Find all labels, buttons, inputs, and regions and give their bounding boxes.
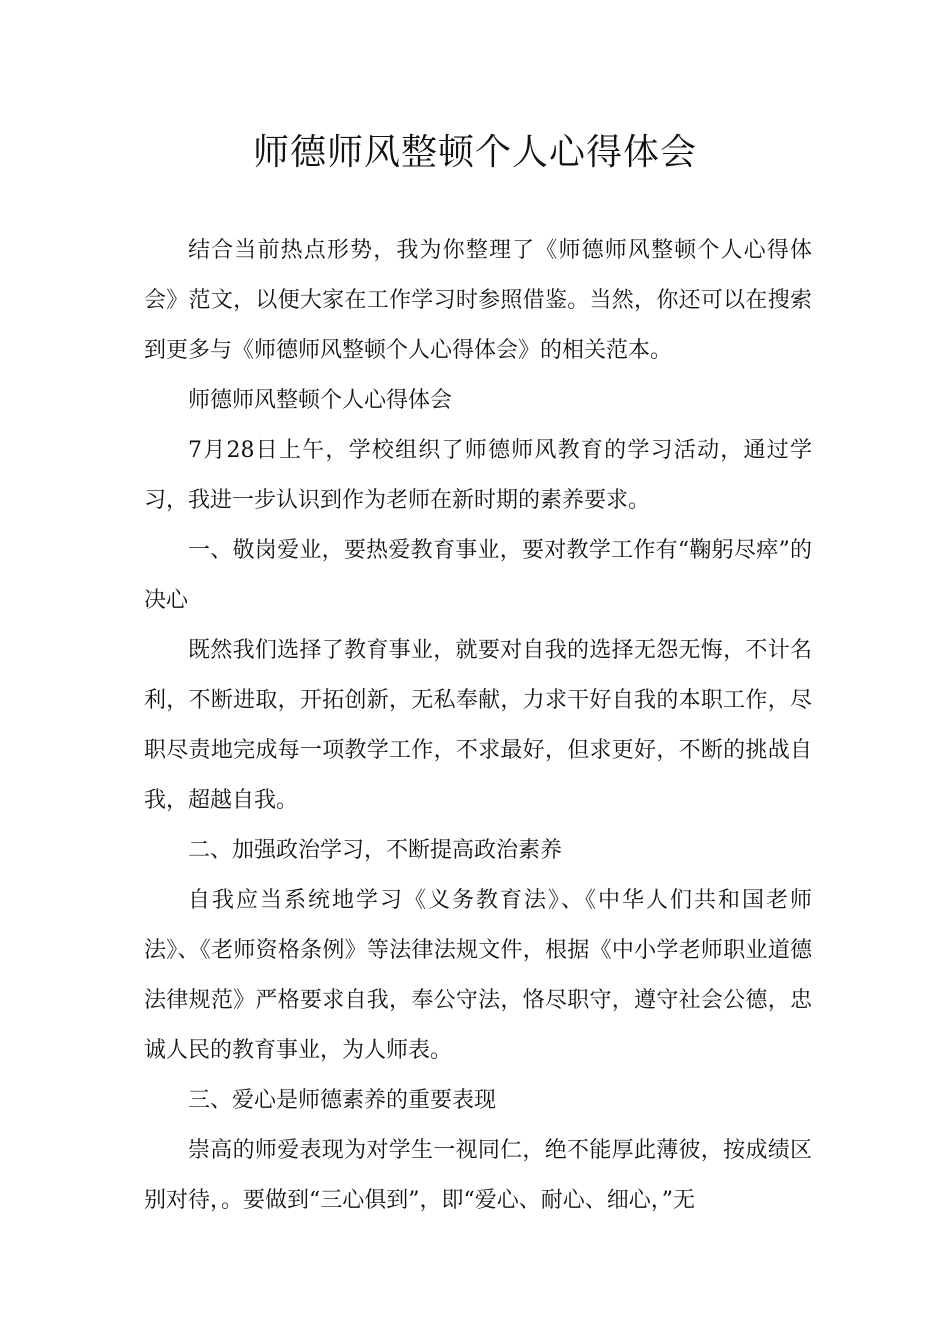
body-paragraph: 既然我们选择了教育事业，就要对自我的选择无怨无悔，不计名利，不断进取，开拓创新，无私奉献，力求干好自我的本职工作，尽职尽责地完成每一项教学工作，不求最好，但求更好，不断的挑战自我，超越自我。 bbox=[144, 638, 812, 813]
section-heading-2: 二、加强政治学习，不断提高政治素养 bbox=[188, 838, 563, 863]
section-heading-3: 三、爱心是师德素养的重要表现 bbox=[188, 1088, 497, 1113]
section-heading-1: 一、敬岗爱业，要热爱教育事业，要对教学工作有“鞠躬尽瘁”的决心 bbox=[144, 538, 812, 613]
document-body bbox=[144, 226, 812, 1226]
body-paragraph: 崇高的师爱表现为对学生一视同仁，绝不能厚此薄彼，按成绩区别对待，。要做到“三心俱到”，即“爱心、耐心、细心，”无 bbox=[144, 1138, 812, 1213]
body-paragraph: 自我应当系统地学习《义务教育法》、《中华人们共和国老师法》、《老师资格条例》等法律法规文件，根据《中小学老师职业道德法律规范》严格要求自我，奉公守法，恪尽职守，遵守社会公德，忠诚人民的教育事业，为人师表。 bbox=[144, 888, 812, 1063]
body-paragraph: 7月28日上午，学校组织了师德师风教育的学习活动，通过学习，我进一步认识到作为老师在新时期的素养要求。 bbox=[144, 438, 812, 513]
document-title: 师德师风整顿个人心得体会 bbox=[252, 132, 697, 173]
article-heading: 师德师风整顿个人心得体会 bbox=[188, 388, 453, 413]
intro-paragraph: 结合当前热点形势，我为你整理了《师德师风整顿个人心得体会》范文，以便大家在工作学习时参照借鉴。当然，你还可以在搜索到更多与《师德师风整顿个人心得体会》的相关范本。 bbox=[144, 238, 812, 363]
